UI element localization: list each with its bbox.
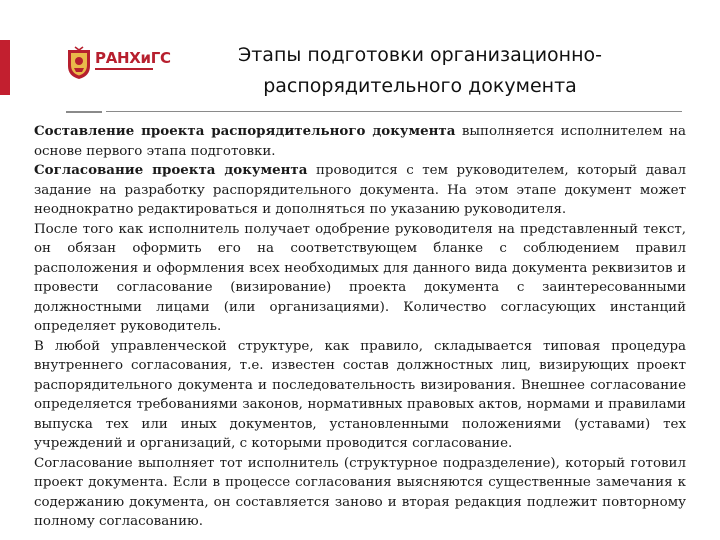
paragraph (34, 161, 686, 220)
paragraph (34, 337, 686, 454)
paragraph-text: проводится с тем руководителем, который давал задание на разработку распорядительного документа. На этом этапе документ может неоднократно редактироваться и дополняться по указанию руководителя. (34, 163, 687, 217)
logo-text: РАНХиГС (95, 49, 171, 67)
paragraph-lead: Составление проекта распорядительного документа (34, 123, 456, 139)
paragraph-text: В любой управленческой структуре, как правило, складывается типовая процедура внутреннего согласования, т.е. известен состав должностных лиц, визирующих проект распорядительного документа и последовательность визирования. Внешнее согласование определяется требованиями законов, нормативных правовых актов, нормами и правилами выпуска тех или иных документов, установленными положениями (уставами) тех учреждений и организаций, с которыми проводится согласование. (34, 338, 686, 451)
logo (66, 44, 172, 84)
emblem-icon (66, 46, 92, 80)
divider (106, 111, 682, 112)
paragraph (34, 454, 686, 532)
paragraph (34, 220, 686, 337)
divider-short (66, 111, 102, 113)
page-title: Этапы подготовки организационно-распорядительного документа (237, 44, 603, 97)
paragraph-text: После того как исполнитель получает одобрение руководителя на представленный текст, он обязан оформить его на соответствующем бланке с соблюдением правил расположения и оформления всех необходимых для данного вида документа реквизитов и провести согласование (визирование) проекта документа с заинтересованными должностными лицами (или организациями). Количество согласующих инстанций определяет руководитель. (34, 221, 686, 334)
paragraph (34, 122, 686, 161)
paragraph-text: выполняется исполнителем на основе первого этапа подготовки. (34, 124, 686, 159)
paragraph-text: Согласование выполняет тот исполнитель (структурное подразделение), который готовил проект документа. Если в процессе согласования выясняются существенные замечания к содержанию документа, он составляется заново и вторая редакция подлежит повторному полному согласованию. (34, 455, 686, 529)
logo-underline (95, 68, 153, 70)
body-text (34, 122, 686, 532)
accent-bar (0, 40, 10, 95)
paragraph-lead: Согласование проекта документа (34, 162, 308, 178)
